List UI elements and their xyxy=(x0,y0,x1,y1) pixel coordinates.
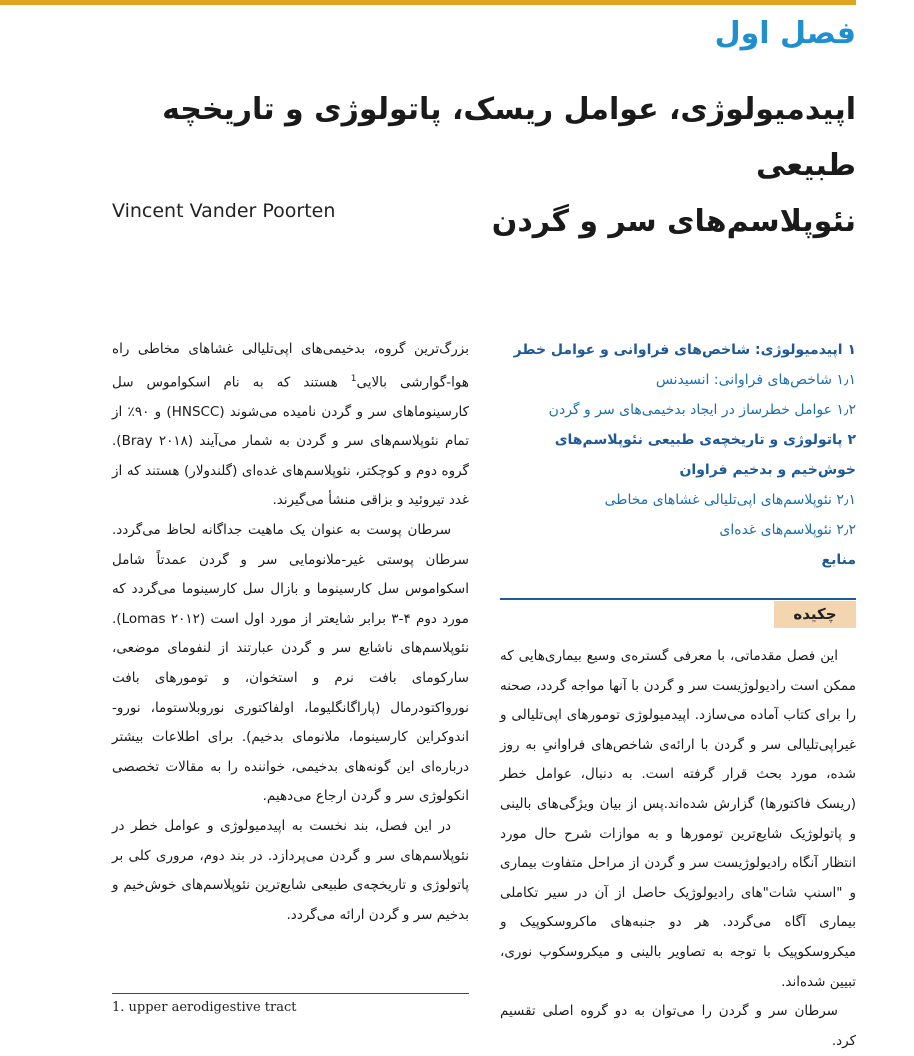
table-of-contents xyxy=(496,335,856,575)
abstract-paragraph-2: سرطان سر و گردن را می‌توان به دو گروه اصلی تقسیم کرد. xyxy=(500,1003,856,1049)
toc-item[interactable]: ۱ اپیدمیولوژی: شاخص‌های فراوانی و عوامل خطر xyxy=(513,342,856,358)
body-column xyxy=(112,335,469,930)
body-paragraph-2: سرطان پوست به عنوان یک ماهیت جداگانه لحاظ می‌گردد. سرطان پوستی غیر-ملانومایی سر و گردن عمدتاً شامل اسکواموس سل کارسینوما و بازال سل کارسینوما می‌گردد که مورد دوم ۴-۳ برابر شایعتر از مورد اول است (Lomas ۲۰۱۲). نئوپلاسم‌های ناشایع سر و گردن عبارتند از لنفومای موضعی، سارکومای بافت نرم و استخوان، و تومورهای بافت نورواکتودرمال (پاراگانگلیوما، اولفاکتوری نوروبلاستوما، نورو-اندوکراین کارسینوما، ملانومای بدخیم). برای اطلاعات بیشتر درباره‌ای این گونه‌های بدخیمی، خواننده را به مقالات تخصصی انکولوژی سر و گردن ارجاع می‌دهیم. xyxy=(112,522,469,805)
body-paragraph-1-text: بزرگ‌ترین گروه، بدخیمی‌های اپی‌تلیالی غشاهای مخاطی راه هوا-گوارشی بالایی xyxy=(112,341,469,391)
author-name: Vincent Vander Poorten xyxy=(112,200,336,222)
footnote-marker: 1 xyxy=(350,373,357,384)
title-line-1: اپیدمیولوژی، عوامل ریسک، پاتولوژی و تاریخچه طبیعی xyxy=(162,92,856,183)
toc-item[interactable]: ۲٫۲ نئوپلاسم‌های غده‌ای xyxy=(719,522,856,538)
footnote-divider xyxy=(112,993,469,994)
body-paragraph-3: در این فصل، بند نخست به اپیدمیولوژی و عوامل خطر در نئوپلاسم‌های سر و گردن می‌پردازد. در بند دوم، مروری کلی بر پاتولوژی و تاریخچه‌ی طبیعی شایع‌ترین نئوپلاسم‌های خوش‌خیم و بدخیم سر و گردن ارائه می‌گردد. xyxy=(112,818,469,923)
toc-item[interactable]: ۱٫۲ عوامل خطرساز در ایجاد بدخیمی‌های سر و گردن xyxy=(548,402,856,418)
footnote: 1. upper aerodigestive tract xyxy=(112,1000,297,1015)
chapter-label: فصل اول xyxy=(714,16,856,51)
abstract-body xyxy=(500,642,856,1056)
top-accent-rule xyxy=(0,0,856,5)
chapter-title xyxy=(156,82,856,250)
abstract-heading: چکیده xyxy=(774,601,856,628)
toc-item[interactable]: منابع xyxy=(821,552,856,568)
title-line-2: نئوپلاسم‌های سر و گردن xyxy=(491,204,856,239)
abstract-divider xyxy=(500,598,856,600)
toc-item[interactable]: ۲٫۱ نئوپلاسم‌های اپی‌تلیالی غشاهای مخاطی xyxy=(604,492,856,508)
toc-item[interactable]: ۲ پاتولوژی و تاریخچه‌ی طبیعی نئوپلاسم‌های خوش‌خیم و بدخیم فراوان xyxy=(554,432,856,478)
abstract-paragraph-1: این فصل مقدماتی، با معرفی گستره‌ی وسیع بیماری‌هایی که ممکن است رادیولوژیست سر و گردن با آنها مواجه گردد، صحنه را برای کتاب آماده می‌سازد. اپیدمیولوژی تومورهای اپی‌تلیالی و غیراپی‌تلیالی سر و گردن با ارائه‌ی شاخص‌های فراوانیِ به روز شده، مورد بحث قرار گرفته است. به دنبال، عوامل خطر (ریسک فاکتورها) گزارش شده‌اند.پس از بیان ویژگی‌های بالینی و پاتولوژیک شایع‌ترین تومورها و به موازات شرح حال مورد انتظار آنگاه رادیولوژیست سر و گردن از مراحل متفاوت بیماری و "اسنپ شات"های رادیولوژیک حاصل از آن در سیر تکاملی بیماری آگاه می‌گردد. هر دو جنبه‌های ماکروسکوپیک و میکروسکوپیک با توجه به تصاویر بالینی و میکروسکوپ نوری، تبیین شده‌اند. xyxy=(500,648,856,990)
toc-item[interactable]: ۱٫۱ شاخص‌های فراوانی: انسیدنس xyxy=(655,372,856,388)
body-paragraph-1 xyxy=(112,335,469,516)
body-paragraph-1-cont: هستند که به نام اسکواموس سل کارسینوماهای سر و گردن نامیده می‌شوند (HNSCC) و ۹۰٪ از تمام نئوپلاسم‌های سر و گردن به شمار می‌آیند (Bray ۲۰۱۸). گروه دوم و کوچکتر، نئوپلاسم‌های غده‌ای (گلندولار) هستند که از غدد تیروئید و بزاقی منشأ می‌گیرند. xyxy=(112,374,469,509)
